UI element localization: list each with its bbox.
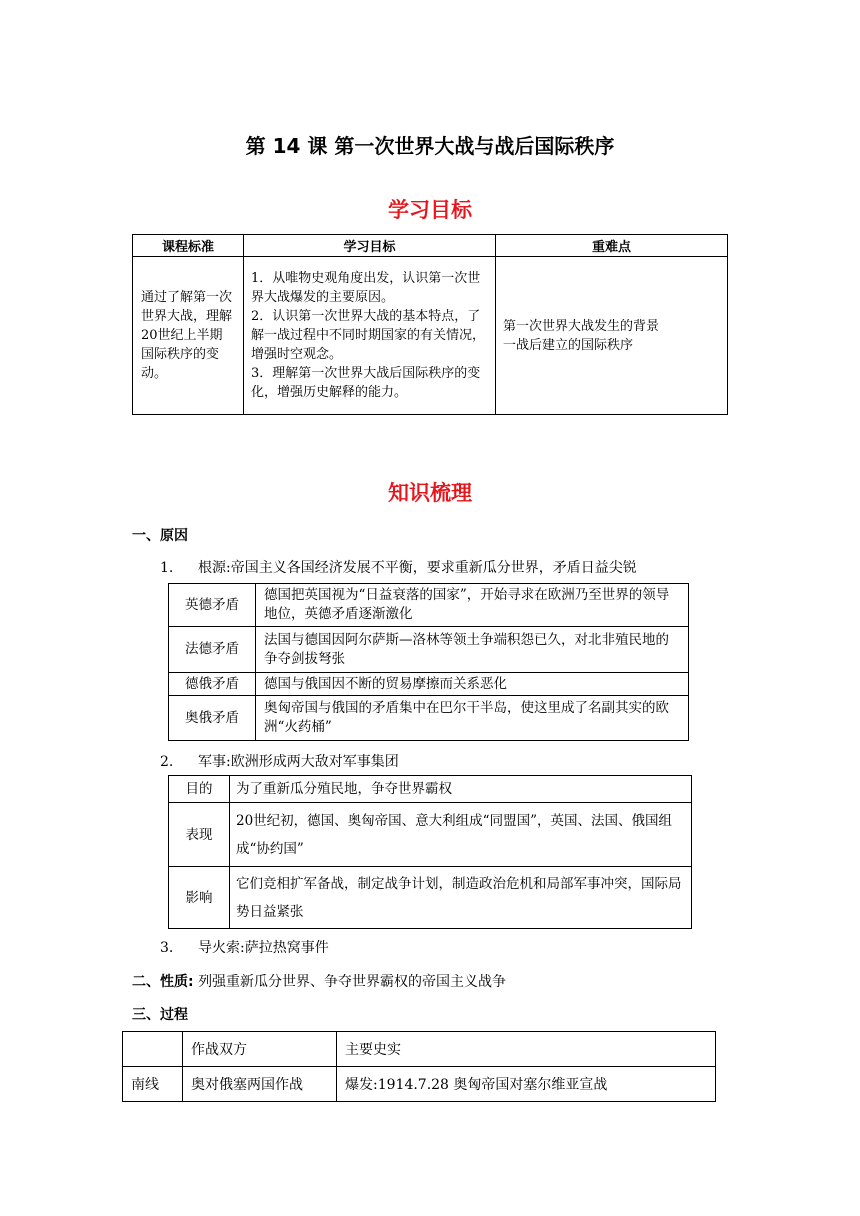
- item-number: 3.: [160, 940, 174, 956]
- goals-cell: [244, 257, 496, 415]
- conflict-desc: 德国把英国视为“日益衰落的国家”，开始寻求在欧洲乃至世界的领导地位，英德矛盾逐渐激化: [256, 584, 689, 627]
- military-name: 目的: [169, 776, 230, 803]
- cause-item-trigger: [160, 937, 329, 957]
- military-table: [168, 775, 692, 929]
- item-number: 1.: [160, 560, 174, 576]
- conflicts-table: [168, 583, 689, 741]
- military-desc: 20世纪初，德国、奥匈帝国、意大利组成“同盟国”，英国、法国、俄国组成“协约国”: [230, 803, 692, 867]
- header-key-points: 重难点: [496, 235, 728, 257]
- process-header: [123, 1032, 183, 1067]
- goal-item: 3．理解第一次世界大战后国际秩序的变化，增强历史解释的能力。: [251, 366, 481, 400]
- knowledge-heading: 知识梳理: [388, 481, 472, 505]
- process-table: [122, 1031, 716, 1102]
- process-front: 南线: [123, 1067, 183, 1102]
- section-nature-text: 列强重新瓜分世界、争夺世界霸权的帝国主义战争: [198, 974, 507, 990]
- military-name: 影响: [169, 867, 230, 929]
- cause-item-root: [160, 557, 637, 577]
- key-point: 一战后建立的国际秩序: [503, 337, 634, 353]
- header-goals: 学习目标: [244, 235, 496, 257]
- item-text: 根源:帝国主义各国经济发展不平衡，要求重新瓜分世界，矛盾日益尖锐: [198, 560, 637, 576]
- section-nature-title: 二、性质:: [132, 974, 194, 990]
- item-text: 导火索:萨拉热窝事件: [198, 940, 329, 956]
- standard-text: 通过了解第一次世界大战，理解20世纪上半期国际秩序的变动。: [141, 290, 233, 381]
- item-text: 军事:欧洲形成两大敌对军事集团: [198, 754, 399, 770]
- cause-item-military: [160, 751, 399, 771]
- section-process-title: 三、过程: [132, 1007, 188, 1023]
- process-header: 主要史实: [337, 1032, 716, 1067]
- process-sides: 奥对俄塞两国作战: [183, 1067, 337, 1102]
- military-desc: 为了重新瓜分殖民地，争夺世界霸权: [230, 776, 692, 803]
- conflict-name: 英德矛盾: [169, 584, 256, 627]
- item-number: 2.: [160, 754, 174, 770]
- conflict-name: 德俄矛盾: [169, 673, 256, 696]
- process-header: 作战双方: [183, 1032, 337, 1067]
- military-name: 表现: [169, 803, 230, 867]
- process-fact: 爆发:1914.7.28 奥匈帝国对塞尔维亚宣战: [337, 1067, 716, 1102]
- conflict-name: 法德矛盾: [169, 627, 256, 673]
- learning-goals-table: [132, 234, 728, 415]
- goal-item: 2．认识第一次世界大战的基本特点，了解一战过程中不同时期国家的有关情况，增强时空观念。: [251, 309, 486, 362]
- section-nature: [132, 971, 506, 991]
- conflict-desc: 奥匈帝国与俄国的矛盾集中在巴尔干半岛，使这里成了名副其实的欧洲“火药桶”: [256, 696, 689, 741]
- key-point: 第一次世界大战发生的背景: [503, 318, 660, 334]
- conflict-name: 奥俄矛盾: [169, 696, 256, 741]
- military-desc: 它们竞相扩军备战，制定战争计划，制造政治危机和局部军事冲突，国际局势日益紧张: [230, 867, 692, 929]
- section-causes-title: 一、原因: [132, 528, 188, 544]
- header-standard: 课程标准: [133, 235, 244, 257]
- page-title: 第 14 课 第一次世界大战与战后国际秩序: [245, 134, 615, 158]
- key-points-cell: [496, 257, 728, 415]
- conflict-desc: 法国与德国因阿尔萨斯—洛林等领土争端积怨已久，对北非殖民地的争夺剑拔弩张: [256, 627, 689, 673]
- standard-cell: [133, 257, 244, 415]
- goal-item: 1．从唯物史观角度出发，认识第一次世界大战爆发的主要原因。: [251, 271, 481, 305]
- learning-goals-heading: 学习目标: [388, 198, 472, 222]
- conflict-desc: 德国与俄国因不断的贸易摩擦而关系恶化: [256, 673, 689, 696]
